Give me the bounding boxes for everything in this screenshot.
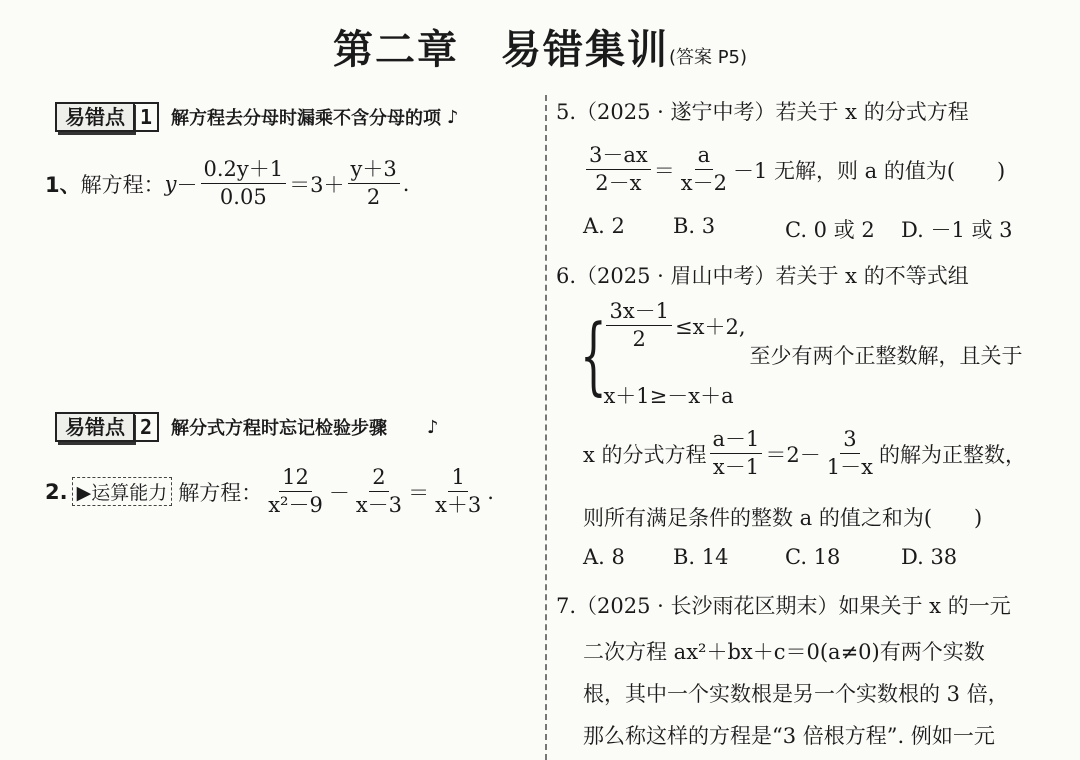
question-6-choices — [583, 545, 957, 569]
question-number: 1、 — [45, 172, 81, 197]
fraction-3 — [432, 466, 484, 517]
fraction-2 — [678, 144, 730, 195]
fraction-numerator: 3－ax — [586, 144, 651, 170]
question-7-line-4: 那么称这样的方程是“3 倍根方程”. 例如一元 — [583, 724, 995, 748]
inequality-list — [603, 300, 745, 410]
period: . — [402, 171, 410, 196]
var-y: y — [164, 171, 177, 196]
fraction-numerator: 1 — [448, 466, 467, 492]
fraction-denominator: 2－x — [595, 171, 642, 196]
fraction-1 — [710, 428, 763, 479]
fraction-numerator: 3x－1 — [606, 300, 672, 326]
skill-badge: ▶运算能力 — [72, 477, 173, 506]
period: . — [487, 479, 494, 504]
question-1 — [45, 158, 409, 209]
question-6-equation — [583, 428, 1026, 479]
fraction-denominator: x²－9 — [268, 493, 323, 518]
fraction-numerator: 0.2y＋1 — [201, 158, 287, 184]
left-brace: { — [580, 306, 607, 404]
error-point-number: 1 — [133, 102, 159, 132]
fraction-denominator: x－3 — [355, 493, 403, 518]
fraction-numerator: 2 — [369, 466, 388, 492]
fraction — [606, 300, 672, 351]
equation-tail: －1 无解，则 a 的值为( ) — [732, 158, 1006, 183]
fraction-denominator: x＋3 — [435, 493, 482, 518]
error-point-label: 易错点 — [55, 412, 133, 442]
page-title — [0, 18, 1080, 75]
title-text: 第二章 易错集训 — [332, 27, 669, 73]
choice-d[interactable]: D. 38 — [901, 545, 958, 569]
fraction-2 — [353, 466, 405, 517]
choice-b[interactable]: B. 14 — [673, 545, 729, 569]
equals-part: ＝3＋ — [289, 172, 345, 197]
fraction-denominator: 0.05 — [219, 185, 267, 210]
inequality-1 — [603, 300, 745, 351]
fraction-2 — [824, 428, 876, 479]
question-7-line-2: 二次方程 ax²＋bx＋c＝0(a≠0)有两个实数 — [583, 640, 985, 664]
question-6-ask: 则所有满足条件的整数 a 的值之和为( ) — [583, 506, 983, 530]
fraction-1 — [201, 158, 287, 209]
question-7-line-1: 7.（2025 · 长沙雨花区期末）如果关于 x 的一元 — [556, 594, 1011, 618]
choice-b[interactable]: B. 3 — [673, 214, 716, 238]
error-point-label: 易错点 — [55, 102, 133, 132]
fraction-denominator: 2 — [632, 327, 646, 352]
system-side-text: 至少有两个正整数解，且关于 — [749, 344, 1023, 368]
fraction-1 — [586, 144, 651, 195]
music-note-icon: ♪ — [427, 416, 439, 438]
minus-sign: － — [328, 480, 350, 505]
inequality-2: x＋1≥－x＋a — [603, 384, 734, 408]
question-6-system — [580, 300, 1023, 410]
inequality-1-tail: ≤x＋2, — [675, 314, 746, 339]
fraction-1 — [265, 466, 326, 517]
error-point-1-tag — [55, 102, 459, 132]
choice-a[interactable]: A. 8 — [583, 545, 625, 569]
equals-sign: ＝ — [653, 158, 675, 183]
error-point-desc: 解分式方程时忘记检验步骤 — [171, 418, 388, 439]
choice-c[interactable]: C. 0 或 2 — [785, 218, 875, 242]
answer-ref: (答案 P5) — [668, 47, 748, 68]
fraction-denominator: x－2 — [680, 171, 727, 196]
fraction-numerator: y＋3 — [348, 158, 400, 184]
fraction-numerator: 12 — [279, 466, 312, 492]
fraction-denominator: 2 — [366, 185, 381, 210]
question-6-head: 6.（2025 · 眉山中考）若关于 x 的不等式组 — [556, 264, 969, 288]
fraction-2 — [348, 158, 400, 209]
equals-sign: ＝ — [408, 480, 430, 505]
choice-c[interactable]: C. 18 — [785, 545, 841, 569]
fraction-numerator: 3 — [840, 428, 859, 454]
error-point-2-tag — [55, 412, 439, 442]
fraction-denominator: x－1 — [712, 455, 760, 480]
question-number: 2. — [45, 479, 68, 504]
fraction-numerator: a — [695, 144, 714, 170]
question-5-equation — [583, 144, 1005, 195]
fraction-denominator: 1－x — [826, 455, 874, 480]
question-2 — [45, 466, 494, 517]
error-point-number: 2 — [133, 412, 159, 442]
music-note-icon: ♪ — [447, 106, 459, 128]
equals-part: ＝2－ — [765, 442, 821, 467]
column-divider — [545, 95, 547, 760]
question-7-line-3: 根，其中一个实数根是另一个实数根的 3 倍， — [583, 682, 1009, 706]
choice-a[interactable]: A. 2 — [583, 214, 625, 238]
choice-d[interactable]: D. －1 或 3 — [901, 218, 1013, 242]
error-point-desc: 解方程去分母时漏乘不含分母的项 — [171, 108, 442, 129]
equation-lead: x 的分式方程 — [583, 442, 707, 467]
question-5-head: 5.（2025 · 遂宁中考）若关于 x 的分式方程 — [556, 100, 969, 124]
fraction-numerator: a－1 — [710, 428, 763, 454]
equation-tail: 的解为正整数， — [879, 442, 1027, 467]
question-5-choices — [583, 214, 1013, 244]
question-lead: 解方程： — [178, 480, 263, 505]
question-lead: 解方程： — [80, 172, 165, 197]
minus-sign: － — [176, 172, 198, 197]
